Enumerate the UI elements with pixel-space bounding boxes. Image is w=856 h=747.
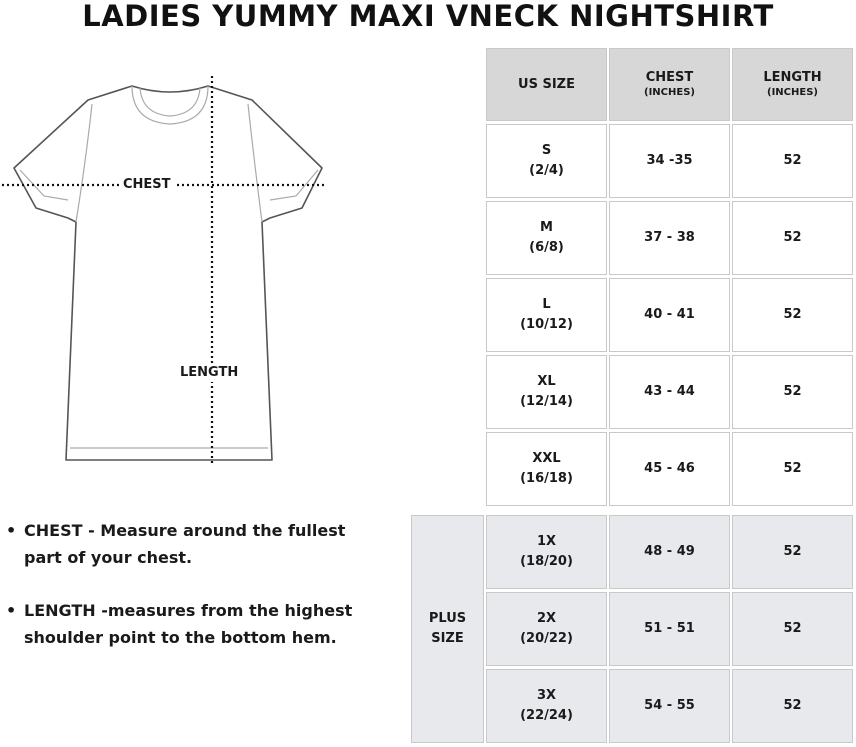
chest-value: 45 - 46 — [644, 461, 695, 476]
length-value: 52 — [783, 544, 802, 559]
chest-cell — [609, 432, 730, 506]
chest-value: 43 - 44 — [644, 384, 695, 399]
length-cell — [732, 592, 853, 666]
chest-cell — [609, 355, 730, 429]
size-label: S — [541, 143, 552, 158]
size-cell — [486, 432, 607, 506]
size-cell — [486, 201, 607, 275]
chest-cell — [609, 124, 730, 198]
length-value: 52 — [783, 698, 802, 713]
size-label: 1X — [536, 534, 557, 549]
us-size-label: (22/24) — [520, 708, 573, 723]
plus-size-label — [411, 515, 484, 743]
length-cell — [732, 278, 853, 352]
header-chest-label: CHEST — [645, 70, 694, 85]
size-cell — [486, 592, 607, 666]
length-value: 52 — [783, 621, 802, 636]
us-size-label: (18/20) — [520, 554, 573, 569]
size-label: 2X — [536, 611, 557, 626]
size-cell — [486, 669, 607, 743]
size-label: L — [542, 297, 551, 312]
header-chest — [609, 48, 730, 121]
header-length-unit: (INCHES) — [767, 87, 818, 98]
header-us-size-label: US SIZE — [518, 77, 575, 92]
length-cell — [732, 669, 853, 743]
size-label: M — [540, 220, 553, 235]
chest-value: 37 - 38 — [644, 230, 695, 245]
size-label: XXL — [532, 451, 561, 466]
measurement-notes — [6, 517, 376, 677]
length-cell — [732, 515, 853, 589]
plus-size-label-line-1: PLUS — [428, 611, 467, 626]
size-cell — [486, 515, 607, 589]
us-size-label: (6/8) — [529, 240, 564, 255]
length-cell — [732, 124, 853, 198]
note-length: • LENGTH -measures from the highest shoulder point to the bottom hem. — [6, 597, 376, 651]
header-length-label: LENGTH — [763, 70, 822, 85]
chest-cell — [609, 515, 730, 589]
length-value: 52 — [783, 230, 802, 245]
length-value: 52 — [783, 461, 802, 476]
length-cell — [732, 201, 853, 275]
chest-value: 51 - 51 — [644, 621, 695, 636]
us-size-label: (16/18) — [520, 471, 573, 486]
us-size-label: (20/22) — [520, 631, 573, 646]
length-cell — [732, 432, 853, 506]
chest-value: 48 - 49 — [644, 544, 695, 559]
size-label: 3X — [536, 688, 557, 703]
chest-cell — [609, 592, 730, 666]
chest-value: 54 - 55 — [644, 698, 695, 713]
size-label: XL — [537, 374, 556, 389]
size-cell — [486, 355, 607, 429]
header-us-size — [486, 48, 607, 121]
us-size-label: (10/12) — [520, 317, 573, 332]
chest-cell — [609, 201, 730, 275]
shirt-measurement-diagram — [0, 70, 340, 470]
chest-label: CHEST — [120, 177, 174, 192]
length-value: 52 — [783, 307, 802, 322]
us-size-label: (12/14) — [520, 394, 573, 409]
chest-cell — [609, 669, 730, 743]
header-chest-unit: (INCHES) — [644, 87, 695, 98]
page-title: LADIES YUMMY MAXI VNECK NIGHTSHIRT — [82, 0, 774, 33]
note-chest: • CHEST - Measure around the fullest part of your chest. — [6, 517, 376, 571]
length-value: 52 — [783, 153, 802, 168]
length-cell — [732, 355, 853, 429]
length-label: LENGTH — [180, 365, 239, 380]
chest-value: 34 -35 — [646, 153, 693, 168]
shirt-outline-icon — [14, 86, 322, 460]
length-value: 52 — [783, 384, 802, 399]
size-cell — [486, 124, 607, 198]
us-size-label: (2/4) — [529, 163, 564, 178]
size-cell — [486, 278, 607, 352]
chest-value: 40 - 41 — [644, 307, 695, 322]
chest-cell — [609, 278, 730, 352]
header-length — [732, 48, 853, 121]
plus-size-label-line-2: SIZE — [431, 631, 464, 646]
